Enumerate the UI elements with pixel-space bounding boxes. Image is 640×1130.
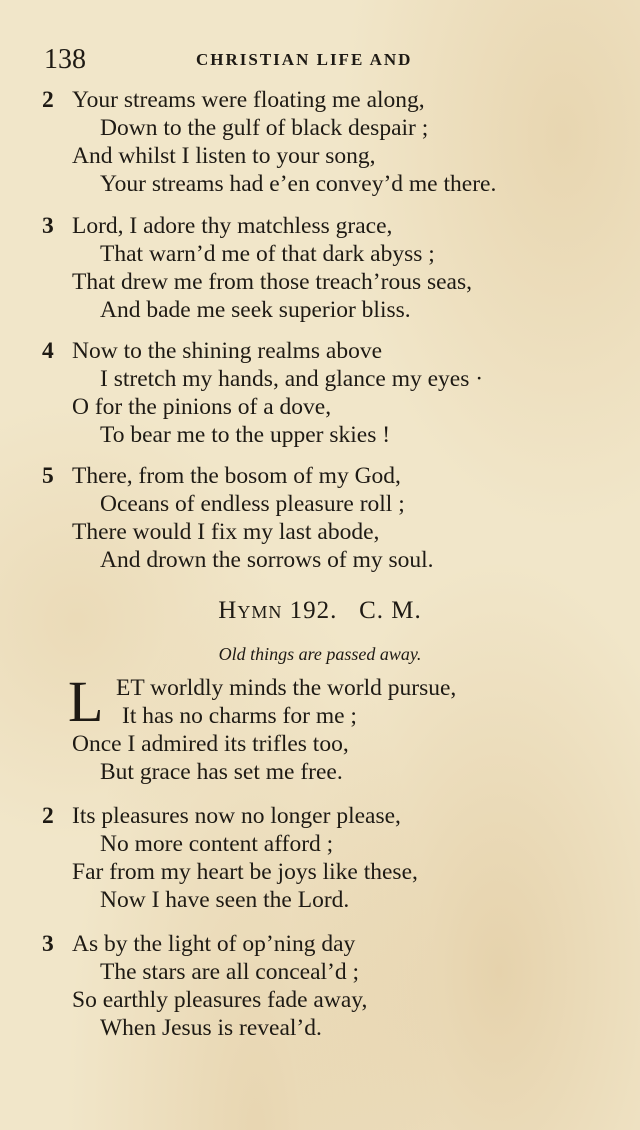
verse-text: Its pleasures now no longer please,	[72, 803, 401, 829]
stanza-line: O for the pinions of a dove,	[72, 394, 332, 420]
stanza-prev-5	[42, 462, 434, 574]
stanza-number: 3	[42, 213, 54, 239]
stanza-line: To bear me to the upper skies !	[100, 422, 391, 448]
stanza-number: 2	[42, 87, 54, 113]
hymn-title-word: Hymn	[218, 597, 283, 624]
stanza-line: Far from my heart be joys like these,	[72, 859, 418, 885]
stanza-line	[42, 86, 496, 114]
verse-text: Lord, I adore thy matchless grace,	[72, 213, 393, 239]
stanza-line: The stars are all conceal’d ;	[100, 959, 360, 985]
stanza-line: But grace has set me free.	[100, 759, 343, 785]
stanza-line: I stretch my hands, and glance my eyes ·	[100, 366, 484, 392]
stanza-line: It has no charms for me ;	[122, 703, 357, 729]
hymn-number: 192.	[289, 597, 338, 624]
running-head: CHRISTIAN LIFE AND	[196, 50, 413, 69]
verse-text: There, from the bosom of my God,	[72, 463, 401, 489]
stanza-line: Now I have seen the Lord.	[100, 887, 350, 913]
stanza-line: So earthly pleasures fade away,	[72, 987, 368, 1013]
stanza-line: There would I fix my last abode,	[72, 519, 380, 545]
stanza-line: ET worldly minds the world pursue,	[116, 675, 457, 701]
stanza-line	[42, 802, 418, 830]
verse-text: Now to the shining realms above	[72, 338, 383, 364]
stanza-prev-4	[42, 337, 483, 449]
hymn-subtitle: Old things are passed away.	[218, 644, 422, 664]
stanza-line: No more content afford ;	[100, 831, 334, 857]
page-header	[44, 42, 444, 78]
stanza-line: That drew me from those treach’rous seas,	[72, 269, 473, 295]
stanza-number: 5	[42, 463, 54, 489]
stanza-line	[42, 930, 367, 958]
stanza-line	[42, 462, 434, 490]
stanza-line: Down to the gulf of black despair ;	[100, 115, 429, 141]
stanza-prev-2	[42, 86, 496, 198]
stanza-number: 3	[42, 931, 54, 957]
hymn-title	[0, 596, 640, 626]
stanza-number: 2	[42, 803, 54, 829]
stanza-prev-3	[42, 212, 472, 324]
hymn-meter: C. M.	[359, 597, 422, 624]
stanza-line: Oceans of endless pleasure roll ;	[100, 491, 405, 517]
verse-text: Your streams were floating me along,	[72, 87, 425, 113]
page-number: 138	[44, 44, 86, 75]
drop-cap: L	[68, 669, 104, 734]
stanza-3	[42, 930, 367, 1042]
verse-text: As by the light of op’ning day	[72, 931, 356, 957]
stanza-line	[42, 212, 472, 240]
stanza-line: When Jesus is reveal’d.	[100, 1015, 322, 1041]
stanza-line: Once I admired its trifles too,	[72, 731, 349, 757]
stanza-first	[68, 669, 457, 786]
stanza-line: Your streams had e’en convey’d me there.	[100, 171, 497, 197]
stanza-number: 4	[42, 338, 54, 364]
stanza-2	[42, 802, 418, 914]
stanza-line	[42, 337, 483, 365]
stanza-line: And bade me seek superior bliss.	[100, 297, 411, 323]
stanza-line: And drown the sorrows of my soul.	[100, 547, 434, 573]
stanza-line: That warn’d me of that dark abyss ;	[100, 241, 435, 267]
stanza-line: And whilst I listen to your song,	[72, 143, 376, 169]
